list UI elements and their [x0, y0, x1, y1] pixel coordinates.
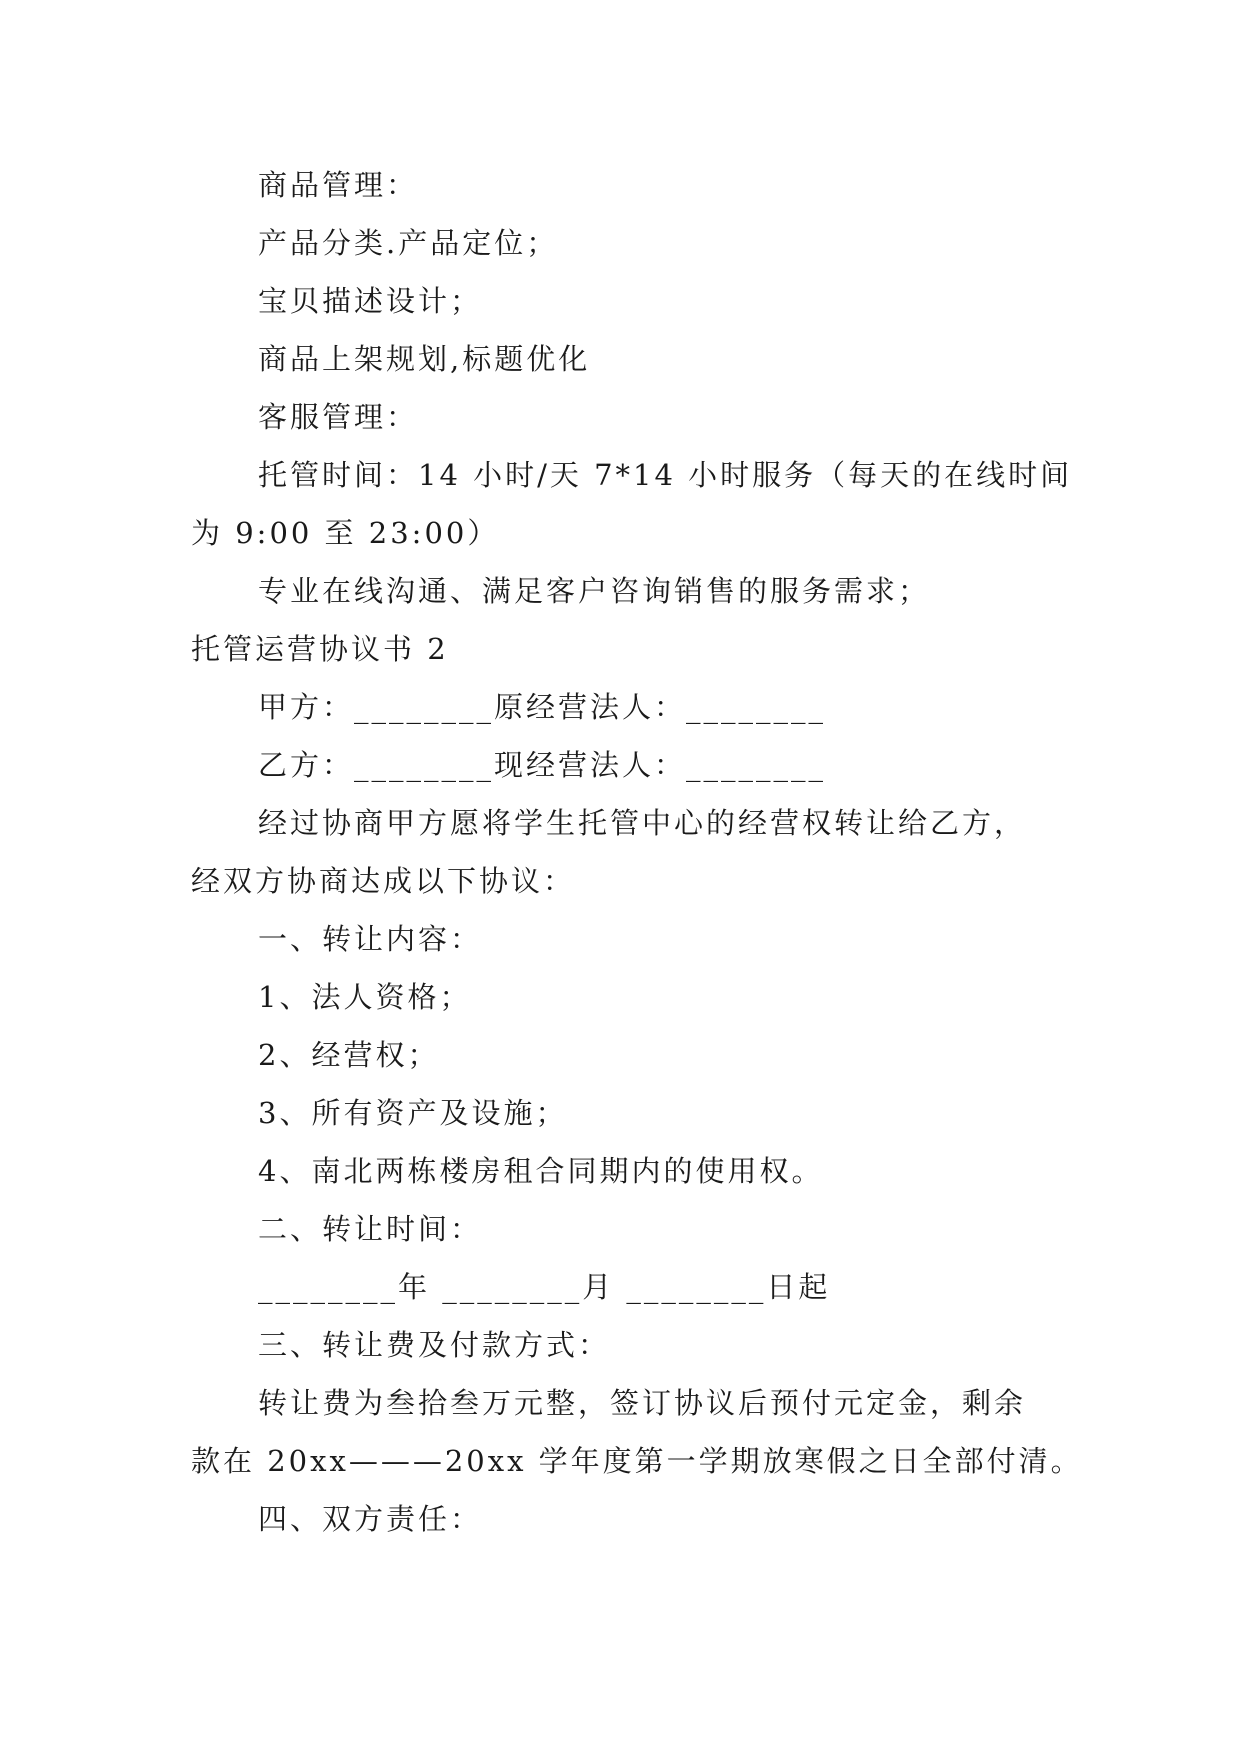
paragraph-line: 宝贝描述设计； [258, 284, 483, 318]
section-heading-transfer-time: 二、转让时间： [258, 1212, 483, 1246]
paragraph-line: 款在 20xx———20xx 学年度第一学期放寒假之日全部付清。 [191, 1444, 1083, 1478]
party-a-line: 甲方：________原经营法人：________ [258, 690, 827, 724]
section-heading-payment: 三、转让费及付款方式： [258, 1328, 611, 1362]
section-heading-transfer-content: 一、转让内容： [258, 922, 483, 956]
list-item: 2、经营权； [258, 1038, 440, 1072]
list-item: 3、所有资产及设施； [258, 1096, 568, 1130]
party-b-line: 乙方：________现经营法人：________ [258, 748, 827, 782]
section-heading-customer-service: 客服管理： [258, 400, 419, 434]
list-item: 4、南北两栋楼房租合同期内的使用权。 [258, 1154, 824, 1188]
list-item: 1、法人资格； [258, 980, 472, 1014]
paragraph-line: 为 9:00 至 23:00） [191, 516, 500, 550]
paragraph-line: 托管时间：14 小时/天 7*14 小时服务（每天的在线时间 [258, 458, 1073, 492]
section-heading-product-management: 商品管理： [258, 168, 419, 202]
section-heading-responsibilities: 四、双方责任： [258, 1502, 483, 1536]
paragraph-line: 产品分类.产品定位； [258, 226, 559, 260]
paragraph-line: 专业在线沟通、满足客户咨询销售的服务需求； [258, 574, 931, 608]
date-blank-line: ________年 ________月 ________日起 [258, 1270, 831, 1304]
document-title: 托管运营协议书 2 [191, 632, 449, 666]
paragraph-line: 经双方协商达成以下协议： [191, 864, 576, 898]
paragraph-line: 经过协商甲方愿将学生托管中心的经营权转让给乙方， [258, 806, 1027, 840]
paragraph-line: 转让费为叁拾叁万元整，签订协议后预付元定金，剩余 [258, 1386, 1027, 1420]
paragraph-line: 商品上架规划,标题优化 [258, 342, 591, 376]
